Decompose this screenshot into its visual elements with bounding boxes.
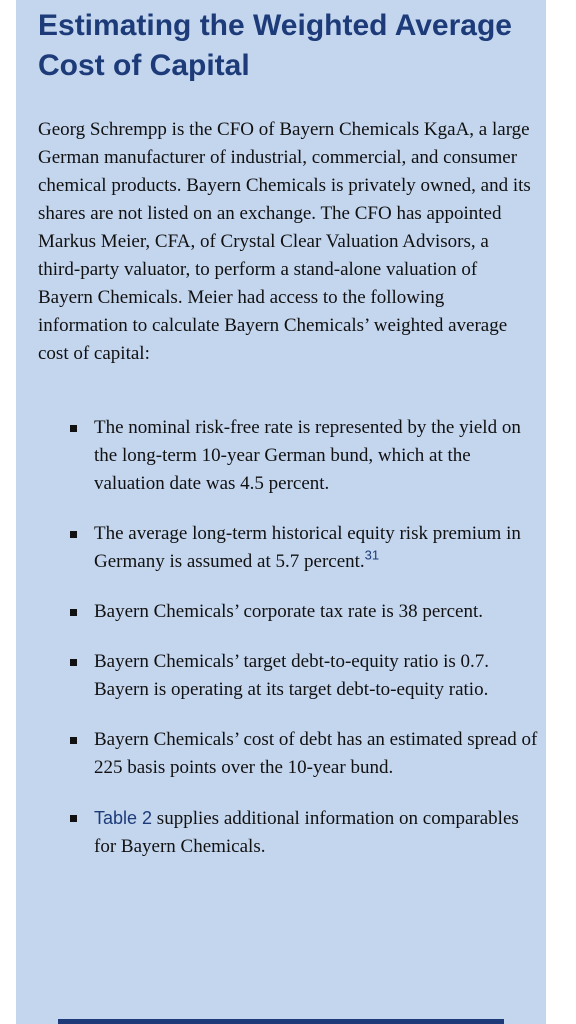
bottom-divider xyxy=(58,1019,504,1024)
list-item-text: The nominal risk-free rate is represented by the yield on the long-term 10-year German bund, which at the valuation date was 4.5 percent. xyxy=(94,417,521,494)
list-item xyxy=(38,598,538,626)
footnote-link[interactable]: 31 xyxy=(364,547,380,563)
list-item xyxy=(38,804,538,861)
square-bullet-icon xyxy=(70,737,77,744)
square-bullet-icon xyxy=(70,609,77,616)
list-item-text: supplies additional information on comparables for Bayern Chemicals. xyxy=(94,808,519,857)
list-item-text: Bayern Chemicals’ target debt-to-equity ratio is 0.7. Bayern is operating at its target debt-to-equity ratio. xyxy=(94,651,490,700)
square-bullet-icon xyxy=(70,531,77,538)
list-item xyxy=(38,648,538,704)
list-item-text: Bayern Chemicals’ cost of debt has an estimated spread of 225 basis points over the 10-year bund. xyxy=(94,729,538,778)
table-2-link[interactable]: Table 2 xyxy=(94,808,153,828)
sidebar-box xyxy=(16,0,546,1024)
square-bullet-icon xyxy=(70,425,77,432)
list-item-text: The average long-term historical equity risk premium in Germany is assumed at 5.7 percent. xyxy=(94,523,521,572)
list-item xyxy=(38,414,538,498)
square-bullet-icon xyxy=(70,659,77,666)
box-title: Estimating the Weighted Average Cost of Capital xyxy=(38,9,512,82)
intro-paragraph: Georg Schrempp is the CFO of Bayern Chemicals KgaA, a large German manufacturer of industrial, commercial, and consumer chemical products. Bayern Chemicals is privately owned, and its shares are not listed on an exchange. The CFO has appointed Markus Meier, CFA, of Crystal Clear Valuation Advisors, a third-party valuator, to perform a stand-alone valuation of Bayern Chemicals. Meier had access to the following information to calculate Bayern Chemicals’ weighted average cost of capital: xyxy=(38,119,531,364)
list-item-text: Bayern Chemicals’ corporate tax rate is 38 percent. xyxy=(94,601,483,622)
list-item xyxy=(38,520,538,576)
assumption-list xyxy=(38,414,538,883)
square-bullet-icon xyxy=(70,815,77,822)
list-item xyxy=(38,726,538,782)
